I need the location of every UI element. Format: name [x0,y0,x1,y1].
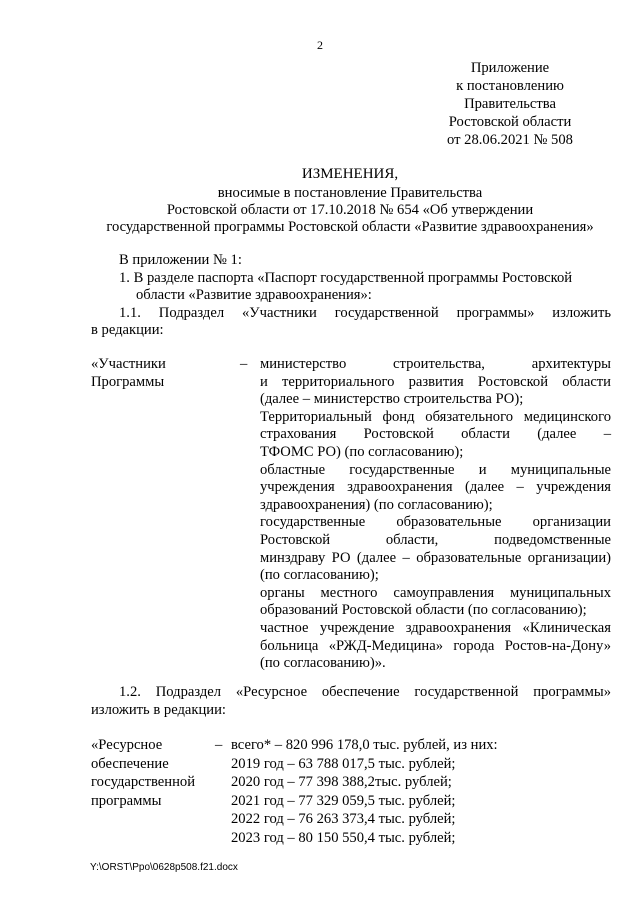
subsection-1-1-cont: в редакции: [91,322,164,339]
participants-label-line: Программы [91,373,165,390]
page-number: 2 [317,38,323,52]
section-1-heading: 1. В разделе паспорта «Паспорт государственной программы Ростовской [119,269,573,286]
title-heading: ИЗМЕНЕНИЯ, [301,166,399,182]
intro-paragraph: В приложении № 1: [119,252,242,268]
intro-section [91,252,611,340]
participants-line: Ростовской области, подведомственные [260,531,611,548]
resources-line: 2019 год – 63 788 017,5 тыс. рублей; [231,755,456,772]
participants-line: больница «РЖД-Медицина» города Ростов-на-Дону» [260,637,611,654]
participants-line: министерство строительства, архитектуры [260,356,611,372]
participants-line: ТФОМС РО) (по согласованию); [260,443,464,460]
participants-label-line: «Участники [91,356,166,372]
resources-line: всего* – 820 996 178,0 тыс. рублей, из них: [231,737,498,753]
appendix-line: от 28.06.2021 № 508 [447,132,573,148]
resources-list [231,737,498,848]
resources-label-line: «Ресурсное [91,737,163,753]
resources-line: 2020 год – 77 398 388,2тыс. рублей; [231,774,452,790]
appendix-line: к постановлению [456,78,564,94]
title-line: Ростовской области от 17.10.2018 № 654 «Об утверждении [166,202,534,218]
resources-label-line: обеспечение [91,755,169,772]
participants-line: частное учреждение здравоохранения «Клиническая [260,619,611,636]
subsection-1-2-cont: изложить в редакции: [91,701,226,718]
participants-line: Территориальный фонд обязательного медицинского [260,408,611,425]
resources-line: 2023 год – 80 150 550,4 тыс. рублей; [231,829,456,846]
participants-line: (далее – министерство строительства РО); [260,391,524,408]
resources-label [91,737,195,811]
participants-line: и территориального развития Ростовской области [260,373,611,390]
participants-line: (по согласованию); [260,567,379,584]
resources-line: 2022 год – 76 263 373,4 тыс. рублей; [231,811,456,827]
participants-line: (по согласованию)». [260,655,386,672]
participants-line: здравоохранения) (по согласованию); [260,496,493,513]
resources-label-line: государственной [91,774,196,790]
participants-line: государственные образовательные организации [260,514,611,531]
appendix-line: Правительства [464,96,556,112]
resources-line: 2021 год – 77 329 059,5 тыс. рублей; [231,792,456,809]
participants-dash: – [240,356,248,372]
subsection-1-1: 1.1. Подраздел «Участники государственной программы» изложить [119,304,611,321]
appendix-line: Приложение [470,60,550,76]
appendix-line: Ростовской области [448,114,572,130]
document-title [60,166,640,236]
participants-line: учреждения здравоохранения (далее – учреждения [260,479,611,496]
title-line: государственной программы Ростовской области «Развитие здравоохранения» [106,219,594,235]
participants-line: областные государственные и муниципальные [260,461,611,478]
participants-line: органы местного самоуправления муниципальных [260,584,611,601]
participants-list [260,356,611,673]
section-1-heading-cont: области «Развитие здравоохранения»: [136,287,372,304]
participants-label [91,356,166,391]
resources-label-line: программы [91,792,162,809]
subsection-1-2 [91,684,611,719]
subsection-1-2-heading: 1.2. Подраздел «Ресурсное обеспечение государственной программы» [119,684,611,700]
title-line: вносимые в постановление Правительства [217,185,483,201]
participants-line: образований Ростовской области (по согласованию); [260,602,587,619]
resources-dash: – [215,737,223,753]
participants-line: минздраву РО (далее – образовательные организации) [260,549,611,566]
appendix-header [430,60,590,150]
file-path-footer: Y:\ORST\Ppo\0628p508.f21.docx [90,862,238,873]
participants-line: страхования Ростовской области (далее – [260,426,611,443]
